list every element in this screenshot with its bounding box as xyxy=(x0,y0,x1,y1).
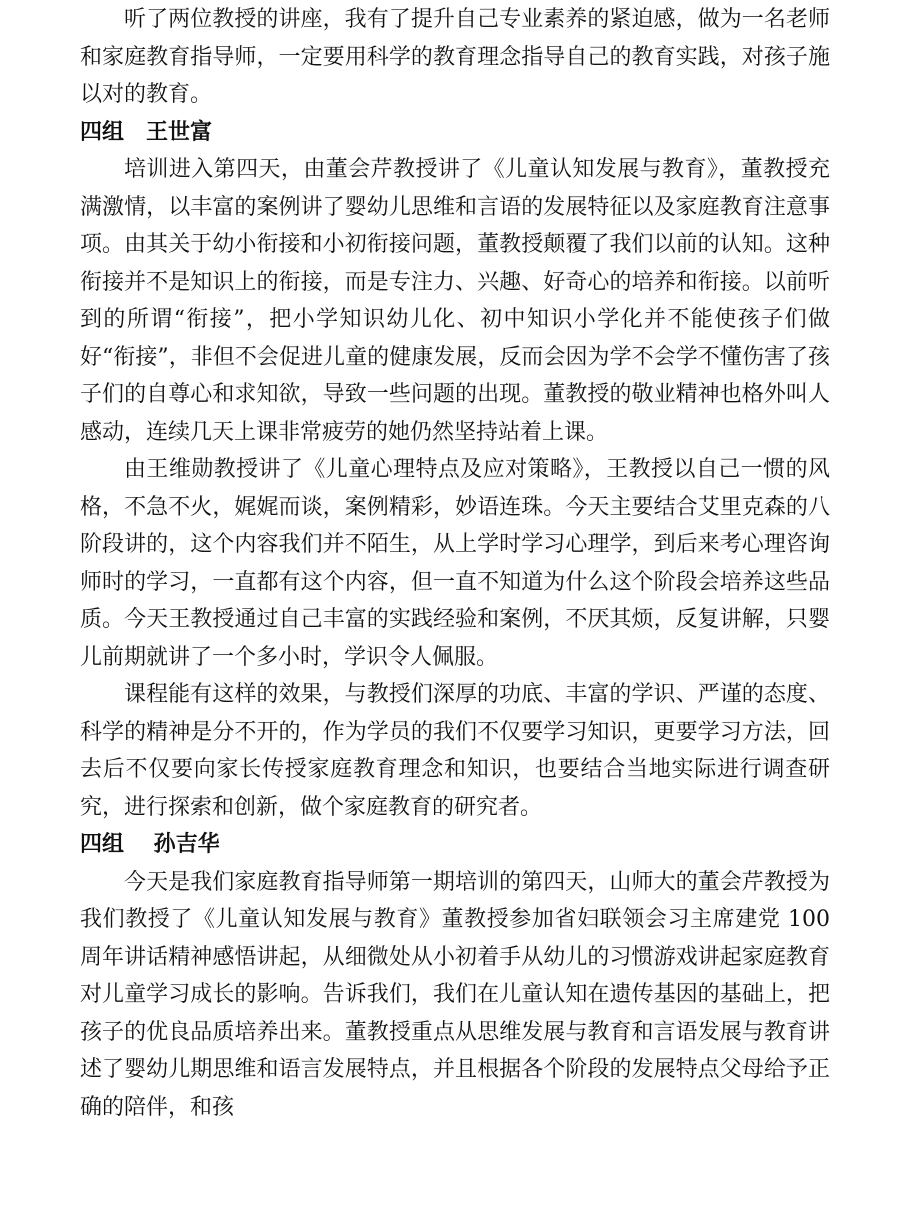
section-heading: 四组 王世富 xyxy=(80,119,213,145)
section-heading: 四组 孙吉华 xyxy=(80,832,220,857)
paragraph: 课程能有这样的效果，与教授们深厚的功底、丰富的学识、严谨的态度、科学的精神是分不开的，作为学员的我们不仅要学习知识，更要学习方法，回去后不仅要向家长传授家庭教育理念和知识，也要结合当地实际进行调查研究，进行探索和创新，做个家庭教育的研究者。 xyxy=(80,682,830,820)
paragraph: 培训进入第四天，由董会芹教授讲了《儿童认知发展与教育》，董教授充满激情，以丰富的案例讲了婴幼儿思维和言语的发展特征以及家庭教育注意事项。由其关于幼小衔接和小初衔接问题，董教授颠覆了我们以前的认知。这种衔接并不是知识上的衔接，而是专注力、兴趣、好奇心的培养和衔接。以前听到的所谓“衔接”，把小学知识幼儿化、初中知识小学化并不能使孩子们做好“衔接”，非但不会促进儿童的健康发展，反而会因为学不会学不懂伤害了孩子们的自尊心和求知欲，导致一些问题的出现。董教授的敬业精神也格外叫人感动，连续几天上课非常疲劳的她仍然坚持站着上课。 xyxy=(80,157,830,445)
document-page xyxy=(80,0,830,1126)
paragraph: 今天是我们家庭教育指导师第一期培训的第四天，山师大的董会芹教授为我们教授了《儿童认知发展与教育》董教授参加省妇联领会习主席建党 100 周年讲话精神感悟讲起，从细微处从小初着手从幼儿的习惯游戏讲起家庭教育对儿童学习成长的影响。告诉我们，我们在儿童认知在遗传基因的基础上，把孩子的优良品质培养出来。董教授重点从思维发展与教育和言语发展与教育讲述了婴幼儿期思维和语言发展特点，并且根据各个阶段的发展特点父母给予正确的陪伴，和孩 xyxy=(80,869,830,1120)
paragraph: 由王维勋教授讲了《儿童心理特点及应对策略》，王教授以自己一惯的风格，不急不火，娓娓而谈，案例精彩，妙语连珠。今天主要结合艾里克森的八阶段讲的，这个内容我们并不陌生，从上学时学习心理学，到后来考心理咨询师时的学习，一直都有这个内容，但一直不知道为什么这个阶段会培养这些品质。今天王教授通过自己丰富的实践经验和案例，不厌其烦，反复讲解，只婴儿前期就讲了一个多小时，学识令人佩服。 xyxy=(80,457,830,670)
paragraph: 听了两位教授的讲座，我有了提升自己专业素养的紧迫感，做为一名老师和家庭教育指导师，一定要用科学的教育理念指导自己的教育实践，对孩子施以对的教育。 xyxy=(80,7,830,107)
